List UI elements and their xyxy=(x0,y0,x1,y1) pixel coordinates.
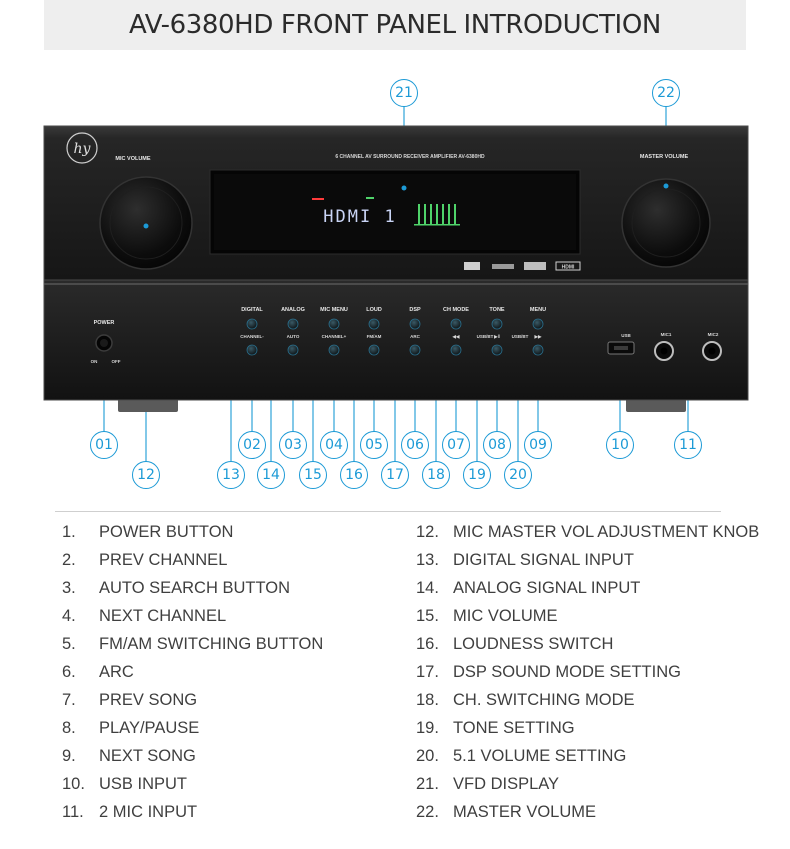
lower-chassis xyxy=(44,280,748,400)
master-volume-label: MASTER VOLUME xyxy=(639,154,689,160)
callout-06: 06 xyxy=(401,431,429,459)
usb-bt-label-2: USB/BT xyxy=(511,334,529,339)
channel-minus-button[interactable] xyxy=(247,345,257,355)
callout-01: 01 xyxy=(90,431,118,459)
callout-09: 09 xyxy=(524,431,552,459)
divider xyxy=(55,511,721,512)
mic2-label: MIC2 xyxy=(707,332,719,337)
page-title: AV-6380HD FRONT PANEL INTRODUCTION xyxy=(129,10,661,40)
legend-item: 19. TONE SETTING xyxy=(416,719,575,737)
callout-14: 14 xyxy=(257,461,285,489)
prev-song-button[interactable] xyxy=(451,345,461,355)
callout-03: 03 xyxy=(279,431,307,459)
auto-button[interactable] xyxy=(288,345,298,355)
label-auto: AUTO xyxy=(286,334,300,339)
legend-left-column xyxy=(62,518,323,826)
legend-item: 5. FM/AM SWITCHING BUTTON xyxy=(62,635,324,653)
model-text: 6 CHANNEL AV SURROUND RECEIVER AMPLIFIER AV-6380HD xyxy=(335,154,485,160)
label-digital: DIGITAL xyxy=(241,307,263,313)
mic-volume-label: MIC VOLUME xyxy=(115,156,151,162)
loud-button[interactable] xyxy=(369,319,379,329)
usb-bt-label-1: USB/BT xyxy=(476,334,494,339)
callout-05: 05 xyxy=(360,431,388,459)
digital-button[interactable] xyxy=(247,319,257,329)
legend-item: 16. LOUDNESS SWITCH xyxy=(416,635,614,653)
legend-item: 13. DIGITAL SIGNAL INPUT xyxy=(416,551,634,569)
power-button[interactable] xyxy=(96,335,112,351)
mic1-jack[interactable] xyxy=(655,342,673,360)
label-ch-mode: CH MODE xyxy=(443,307,469,313)
fm-am-button[interactable] xyxy=(369,345,379,355)
legend-item: 18. CH. SWITCHING MODE xyxy=(416,691,635,709)
power-off-label: OFF xyxy=(111,359,121,364)
callout-15: 15 xyxy=(299,461,327,489)
callout-02: 02 xyxy=(238,431,266,459)
legend-item: 7. PREV SONG xyxy=(62,691,198,709)
callout-20: 20 xyxy=(504,461,532,489)
vfd-display xyxy=(210,170,580,254)
legend-item: 10. USB INPUT xyxy=(62,775,188,793)
svg-text:HDMI: HDMI xyxy=(561,264,575,271)
callout-11: 11 xyxy=(674,431,702,459)
power-label: POWER xyxy=(93,320,115,326)
mic-menu-button[interactable] xyxy=(329,319,339,329)
legend-item: 9. NEXT SONG xyxy=(62,747,196,765)
label-loud: LOUD xyxy=(366,307,382,313)
channel-plus-button[interactable] xyxy=(329,345,339,355)
menu-button[interactable] xyxy=(533,319,543,329)
callout-17: 17 xyxy=(381,461,409,489)
usb-port[interactable] xyxy=(608,342,634,354)
legend-item: 17. DSP SOUND MODE SETTING xyxy=(416,663,681,681)
legend-item: 15. MIC VOLUME xyxy=(416,607,558,625)
legend-item: 2. PREV CHANNEL xyxy=(62,551,228,569)
legend-item: 14. ANALOG SIGNAL INPUT xyxy=(416,579,641,597)
legend-item: 12. MIC MASTER VOL ADJUSTMENT KNOB xyxy=(416,523,760,541)
legend-item: 3. AUTO SEARCH BUTTON xyxy=(62,579,290,597)
label-analog: ANALOG xyxy=(281,307,305,313)
callout-07: 07 xyxy=(442,431,470,459)
next-song-icon: ▶▶ xyxy=(534,334,542,339)
power-on-label: ON xyxy=(90,359,98,364)
callout-21: 21 xyxy=(390,79,418,107)
legend-item: 21. VFD DISPLAY xyxy=(416,775,560,793)
legend-item: 11. 2 MIC INPUT xyxy=(62,803,198,821)
label-channel-minus: CHANNEL- xyxy=(240,334,264,339)
dsp-button[interactable] xyxy=(410,319,420,329)
display-readout: HDMI 1 xyxy=(323,207,397,227)
master-volume-knob[interactable] xyxy=(622,179,710,267)
prev-song-icon: ◀◀ xyxy=(452,334,460,339)
callout-16: 16 xyxy=(340,461,368,489)
label-arc: ARC xyxy=(410,334,420,339)
callout-19: 19 xyxy=(463,461,491,489)
play-pause-icon: ▶‖ xyxy=(494,334,500,339)
mic-volume-knob[interactable] xyxy=(100,177,192,269)
callout-10: 10 xyxy=(606,431,634,459)
receiver-front-panel xyxy=(30,118,760,418)
usb-label: USB xyxy=(621,333,631,338)
analog-button[interactable] xyxy=(288,319,298,329)
legend-item: 8. PLAY/PAUSE xyxy=(62,719,200,737)
label-fm-am: FM/AM xyxy=(366,334,382,339)
callout-04: 04 xyxy=(320,431,348,459)
label-dsp: DSP xyxy=(409,307,421,313)
label-channel-plus: CHANNEL+ xyxy=(321,334,347,339)
legend-item: 22. MASTER VOLUME xyxy=(416,803,597,821)
mic1-label: MIC1 xyxy=(660,332,672,337)
label-tone: TONE xyxy=(489,307,505,313)
callout-13: 13 xyxy=(217,461,245,489)
next-song-button[interactable] xyxy=(533,345,543,355)
callout-22: 22 xyxy=(652,79,680,107)
svg-text:hy: hy xyxy=(73,141,91,157)
label-menu: MENU xyxy=(529,307,547,313)
label-mic-menu: MIC MENU xyxy=(320,307,348,313)
legend-right-column xyxy=(416,518,759,826)
legend-item: 6. ARC xyxy=(62,663,134,681)
legend-item: 4. NEXT CHANNEL xyxy=(62,607,227,625)
legend-item: 1. POWER BUTTON xyxy=(62,523,234,541)
arc-button[interactable] xyxy=(410,345,420,355)
callout-08: 08 xyxy=(483,431,511,459)
mic2-jack[interactable] xyxy=(703,342,721,360)
tone-button[interactable] xyxy=(492,319,502,329)
callout-18: 18 xyxy=(422,461,450,489)
play-pause-button[interactable] xyxy=(492,345,502,355)
callout-12: 12 xyxy=(132,461,160,489)
legend-item: 20. 5.1 VOLUME SETTING xyxy=(416,747,627,765)
ch-mode-button[interactable] xyxy=(451,319,461,329)
